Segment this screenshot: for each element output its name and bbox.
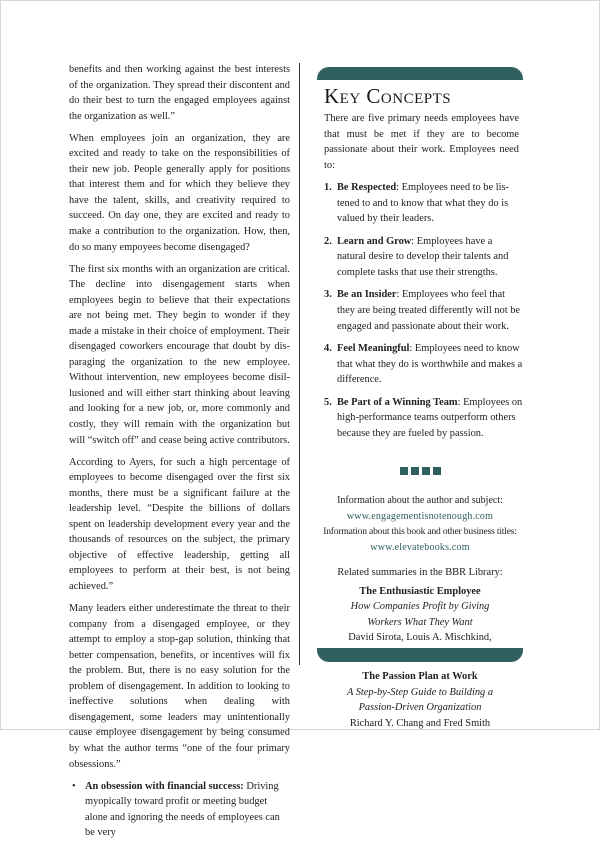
info-block	[317, 493, 523, 555]
author-website-link[interactable]: www.engagementisnotenough.com	[346, 510, 494, 522]
book-title: The Passion Plan at Work	[362, 671, 478, 683]
sidebar-top-bar	[317, 67, 523, 80]
book-subtitle: A Step-by-Step Guide to Building a	[346, 686, 494, 698]
related-header: Related summaries in the BBR Library:	[337, 567, 503, 579]
obsessions-list	[69, 779, 290, 841]
list-item	[324, 341, 523, 388]
item-number: 4.	[324, 343, 332, 355]
item-text: : Employees who feel that they are being treated differently will not be engaged and passionate about their work.	[337, 289, 521, 332]
item-number: 5.	[324, 396, 332, 408]
body-paragraph: benefits and then working against the best interests of the organization. They spread their discontent and do their best to turn the engaged employees against the organization as well.”	[69, 64, 290, 122]
item-heading: Be an Insider	[337, 289, 397, 301]
column-divider	[299, 63, 300, 665]
bullet-heading: An obsession with financial success:	[85, 780, 244, 792]
item-heading: Feel Meaningful	[337, 343, 410, 355]
publisher-website-link[interactable]: www.elevatebooks.com	[370, 541, 470, 553]
item-number: 2.	[324, 235, 332, 247]
item-number: 1.	[324, 182, 332, 194]
item-heading: Be Part of a Winning Team	[337, 396, 458, 408]
square-icon	[433, 467, 441, 475]
list-item	[324, 395, 523, 442]
bullet-text: Driving myopically toward profit or meeting budget alone and ignoring the needs of employees can be very	[85, 780, 280, 839]
book-info-label: Information about this book and other business titles:	[323, 526, 517, 538]
item-number: 3.	[324, 289, 332, 301]
list-item	[69, 779, 290, 841]
bullet-icon: •	[72, 780, 76, 792]
list-item	[324, 234, 523, 281]
author-info-label: Information about the author and subject:	[337, 495, 503, 507]
square-icon	[422, 467, 430, 475]
main-text-column	[69, 62, 290, 841]
list-item	[324, 180, 523, 227]
book-authors: Richard Y. Chang and Fred Smith	[349, 717, 491, 729]
sidebar-intro: There are five primary needs employees have that must be met if they are to become passionate about their work. Employees need to:	[324, 113, 519, 171]
body-paragraph: The first six months with an organization are critical. The decline into disengagement starts when employees begin to believe that their expectations are not being met. They begin to wonder if they made a mistake in their choice of employment. Their disengaged coworkers encourage that doubt by disparaging the organization to the new employee. Without intervention, new employees become disillusioned and will either start thinking about leaving and looking for a new job, or, more commonly and costly, they will remain with the organization but will “switch off” and cease being active contributors.	[69, 263, 290, 446]
square-icon	[400, 467, 408, 475]
body-paragraph: Many leaders either underestimate the threat to their company from a disengaged employee, or they attempt to employ a stop-gap solution, thinking that better compensation, benefits, or incentives will fix the problem. But, there is no easy solution for the problem of disengagement. In addition to looking to ineffective solutions when dealing with disengagement, some leaders may unintentionally cause employee disengagement by being consumed by what the author terms “one of the four primary obsessions.”	[69, 603, 290, 770]
item-text: : Employees on high-performance teams outperform others because they are fueled by passion.	[337, 396, 523, 439]
book-subtitle: How Companies Profit by Giving	[350, 601, 490, 613]
item-text: : Employees need to be listened to and to know that what they do is valued by their leaders.	[337, 182, 509, 225]
sidebar-title: Key Concepts	[324, 84, 452, 108]
book-title: The Enthusiastic Employee	[359, 585, 481, 597]
item-heading: Be Respected	[337, 182, 397, 194]
item-heading: Learn and Grow	[337, 235, 412, 247]
book-subtitle: Workers What They Want	[367, 616, 473, 628]
key-concepts-sidebar	[317, 67, 523, 739]
item-text: : Employees have a natural desire to develop their talents and complete tasks that use their strengths.	[337, 235, 509, 278]
sidebar-bottom-bar	[317, 648, 523, 662]
item-text: : Employees need to know that what they do is worthwhile and makes a difference.	[337, 343, 523, 386]
related-book	[317, 669, 523, 731]
square-icon	[411, 467, 419, 475]
book-subtitle: Passion-Driven Organization	[358, 702, 482, 714]
section-separator-squares	[400, 467, 523, 475]
body-paragraph: When employees join an organization, they are excited and ready to take on the responsibilities of their new job. People generally apply for positions that interest them and for which they believe they have the talent, skills, and creativity required to succeed. On day one, they are excited and ready to make a contribution to the organization. How, then, do so many empoyees become disengaged?	[69, 132, 290, 253]
list-item	[324, 287, 523, 334]
body-paragraph: According to Ayers, for such a high percentage of employees to become disengaged over the first six months, there must be a significant failure at the leadership level. “Despite the billions of dollars spent on leadership development every year and the thousands of resources on the subject, the primary objective of effective leadership, getting all employees to perform at their best, is not being achieved.”	[69, 456, 290, 592]
key-concepts-list	[317, 180, 523, 441]
book-authors: David Sirota, Louis A. Mischkind,	[348, 632, 492, 644]
